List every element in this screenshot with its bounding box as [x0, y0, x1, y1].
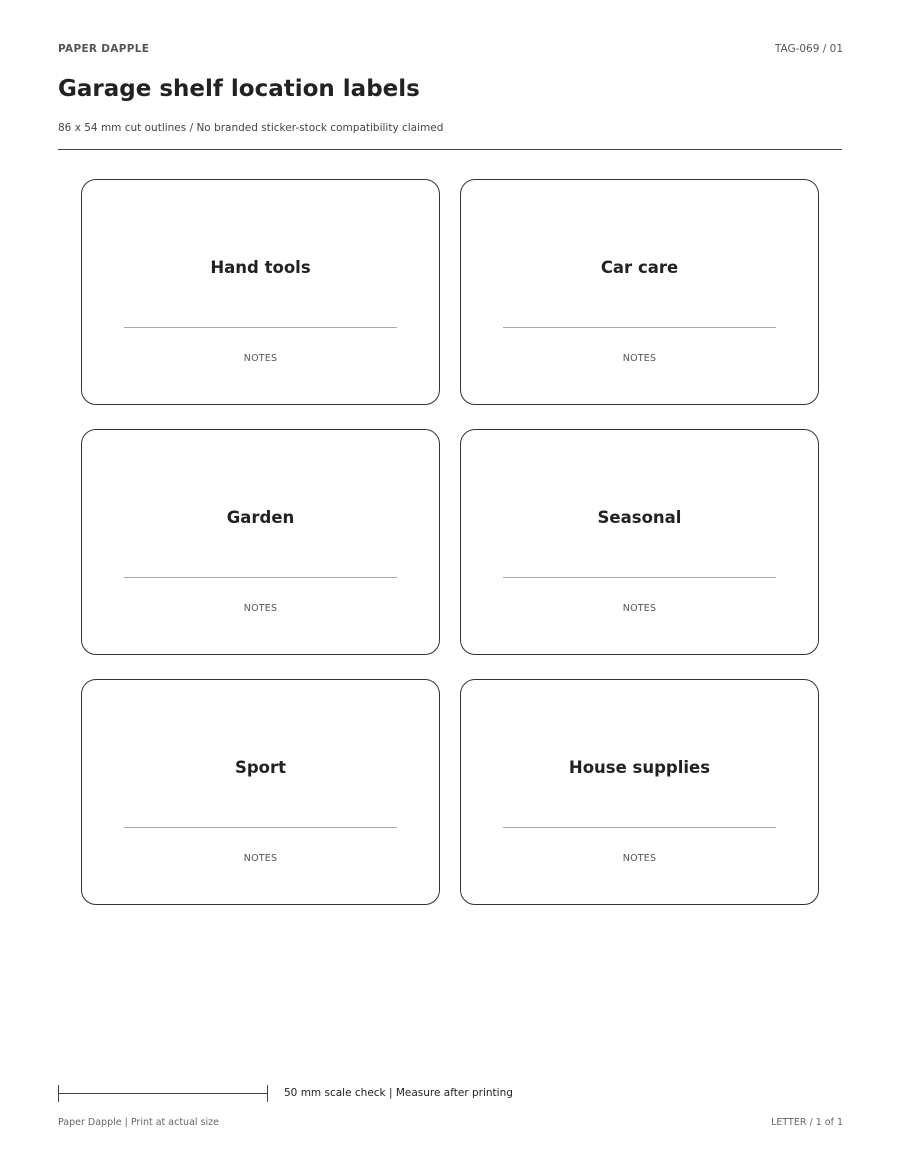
label-card — [81, 179, 440, 405]
label-notes: NOTES — [622, 603, 657, 614]
page-subtitle: 86 x 54 mm cut outlines / No branded sticker-stock compatibility claimed — [58, 122, 444, 134]
label-card — [81, 679, 440, 905]
label-write-line — [124, 327, 397, 328]
label-write-line — [124, 827, 397, 828]
label-name: House supplies — [568, 758, 711, 777]
label-card — [81, 429, 440, 655]
label-name: Sport — [234, 758, 287, 777]
label-card — [460, 179, 819, 405]
label-write-line — [503, 577, 776, 578]
label-name: Car care — [600, 258, 679, 277]
label-name: Garden — [226, 508, 295, 527]
label-name: Hand tools — [210, 258, 311, 277]
scale-bar — [58, 1085, 268, 1103]
label-notes: NOTES — [243, 603, 278, 614]
label-card — [460, 429, 819, 655]
document-code: TAG-069 / 01 — [774, 43, 843, 55]
label-notes: NOTES — [622, 353, 657, 364]
label-notes: NOTES — [622, 853, 657, 864]
label-notes: NOTES — [243, 353, 278, 364]
footer-print-note: Paper Dapple | Print at actual size — [58, 1117, 219, 1128]
page-title: Garage shelf location labels — [58, 76, 420, 102]
label-notes: NOTES — [243, 853, 278, 864]
label-write-line — [124, 577, 397, 578]
label-card — [460, 679, 819, 905]
scale-tick-end — [267, 1085, 268, 1102]
scale-check-text: 50 mm scale check | Measure after printing — [284, 1087, 513, 1099]
label-name: Seasonal — [597, 508, 682, 527]
label-write-line — [503, 827, 776, 828]
scale-line — [58, 1093, 268, 1094]
label-write-line — [503, 327, 776, 328]
label-grid — [81, 179, 819, 905]
header-divider — [58, 149, 842, 150]
footer-page-info: LETTER / 1 of 1 — [771, 1117, 843, 1128]
brand-name: PAPER DAPPLE — [58, 43, 150, 55]
